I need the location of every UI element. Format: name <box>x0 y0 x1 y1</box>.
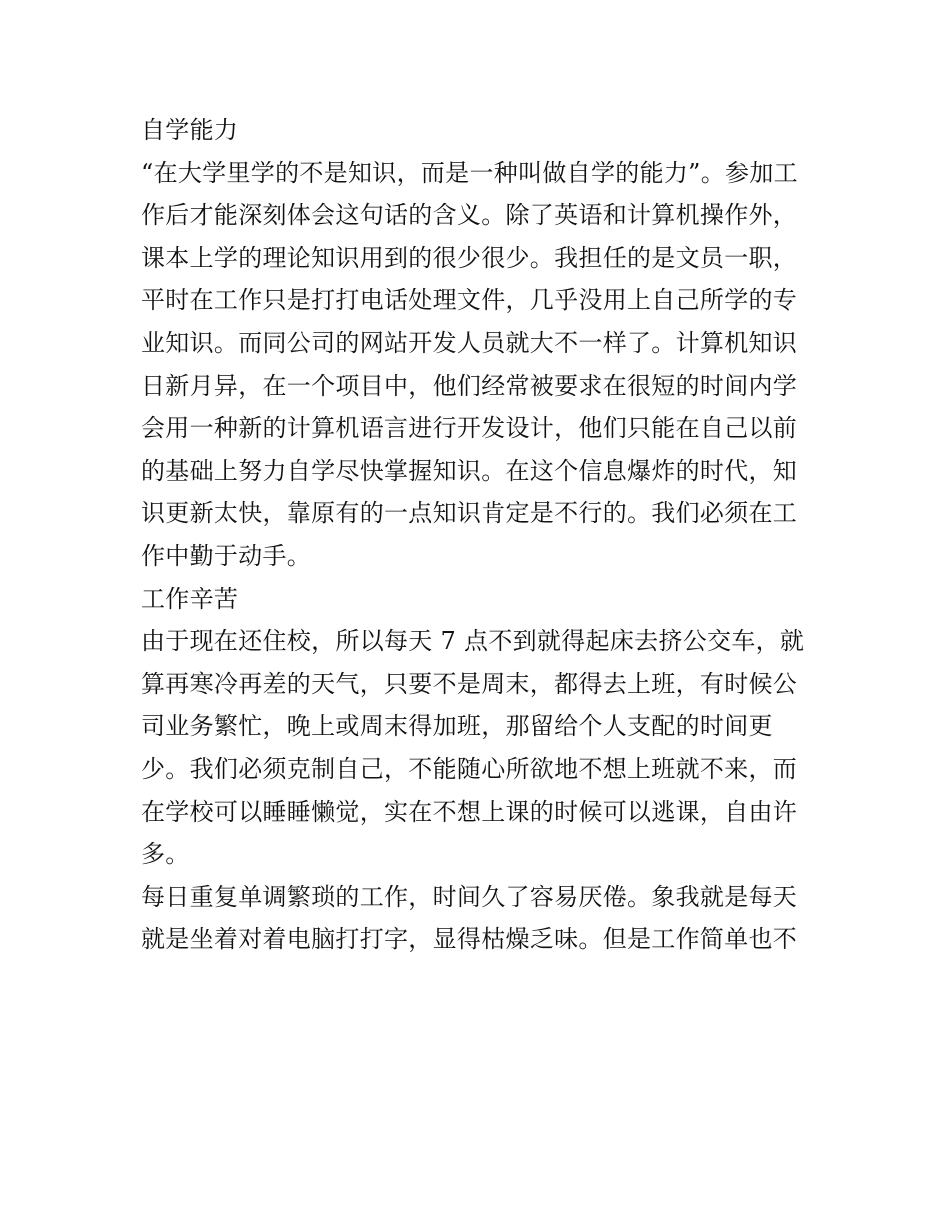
paragraph-line: 作中勤于动手。 <box>141 541 312 570</box>
paragraph-line: 识更新太快，靠原有的一点知识肯定是不行的。我们必须在工 <box>141 499 798 528</box>
section-heading-self-study <box>141 109 813 152</box>
paragraph-line: 课本上学的理论知识用到的很少很少。我担任的是文员一职， <box>141 243 798 272</box>
paragraph-line: 由于现在还住校，所以每天 7 点不到就得起床去挤公交车，就 <box>141 627 805 656</box>
paragraph-line: 在学校可以睡睡懒觉，实在不想上课的时候可以逃课，自由许 <box>141 797 798 826</box>
paragraph-line: 多。 <box>141 840 190 869</box>
paragraph-line: 日新月异，在一个项目中，他们经常被要求在很短的时间内学 <box>141 371 798 400</box>
paragraph-hard-work <box>141 620 813 876</box>
heading-line: 工作辛苦 <box>141 584 239 613</box>
document-body <box>141 109 813 961</box>
paragraph-line: 就是坐着对着电脑打打字，显得枯燥乏味。但是工作简单也不 <box>141 925 798 954</box>
heading-line: 自学能力 <box>141 116 239 144</box>
paragraph-line: 业知识。而同公司的网站开发人员就大不一样了。计算机知识 <box>141 328 798 357</box>
paragraph-routine-work <box>141 876 813 961</box>
paragraph-line: 的基础上努力自学尽快掌握知识。在这个信息爆炸的时代，知 <box>141 456 798 485</box>
paragraph-self-study <box>141 152 813 578</box>
paragraph-line: 作后才能深刻体会这句话的含义。除了英语和计算机操作外， <box>141 201 798 230</box>
section-heading-hard-work <box>141 578 813 621</box>
paragraph-line: 少。我们必须克制自己，不能随心所欲地不想上班就不来，而 <box>141 754 798 783</box>
paragraph-line: 会用一种新的计算机语言进行开发设计，他们只能在自己以前 <box>141 414 798 443</box>
paragraph-line: 平时在工作只是打打电话处理文件，几乎没用上自己所学的专 <box>141 286 798 315</box>
paragraph-line: “在大学里学的不是知识，而是一种叫做自学的能力”。参加工 <box>141 158 798 187</box>
paragraph-line: 每日重复单调繁琐的工作，时间久了容易厌倦。象我就是每天 <box>141 882 798 911</box>
paragraph-line: 算再寒冷再差的天气，只要不是周末，都得去上班，有时候公 <box>141 669 798 698</box>
paragraph-line: 司业务繁忙，晚上或周末得加班，那留给个人支配的时间更 <box>141 712 773 741</box>
